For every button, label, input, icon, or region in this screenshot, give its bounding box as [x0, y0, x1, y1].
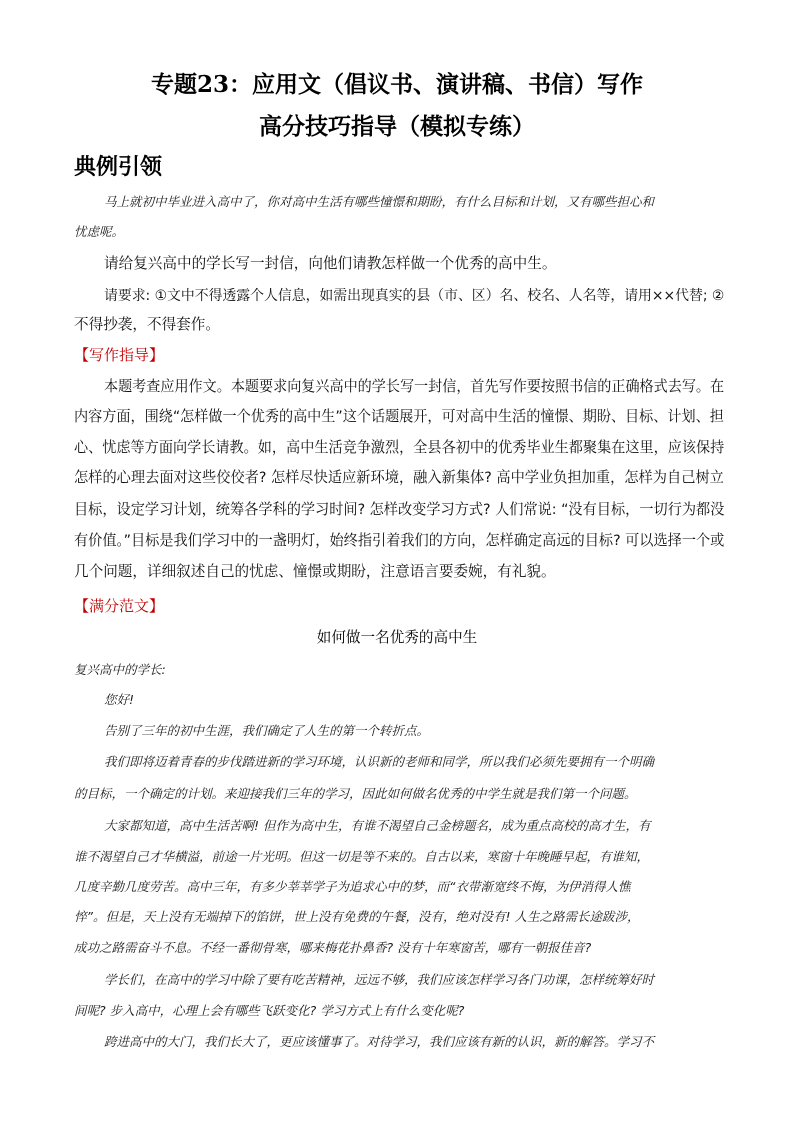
essay-line: 的目标，一个确定的计划。来迎接我们三年的学习，因此如何做名优秀的中学生就是我们第一个问题。: [74, 786, 637, 801]
guidance-line: 几个问题，详细叙述自己的忧虑、憧憬或期盼，注意语言要委婉，有礼貌。: [74, 563, 556, 580]
guidance-line: 目标，设定学习计划，统筹各学科的学习时间? 怎样改变学习方式? 人们常说: “没有目标，一切行为都没: [74, 501, 725, 518]
essay-title: 如何做一名优秀的高中生: [316, 629, 478, 646]
sample-label: 【满分范文】: [74, 597, 165, 615]
essay-line: 间呢? 步入高中，心理上会有哪些飞跃变化? 学习方式上有什么变化呢?: [74, 1003, 465, 1018]
guidance-line: 心、忧虑等方面向学长请教。如，高中生活竞争激烈，全县各初中的优秀毕业生都聚集在这里，应该保持: [74, 439, 725, 456]
document-title-line1: 专题23：应用文（倡议书、演讲稿、书信）写作: [150, 71, 643, 98]
guidance-line: 内容方面，围绕“怎样做一个优秀的高中生”这个话题展开，可对高中生活的憧憬、期盼、目标、计划、担: [74, 408, 724, 425]
essay-line: 大家都知道，高中生活苦啊! 但作为高中生，有谁不渴望自己金榜题名，成为重点高校的高才生，有: [104, 818, 651, 833]
requirement-line: 请要求: ①文中不得透露个人信息，如需出现真实的县（市、区）名、校名、人名等，请用××代替; ②: [104, 288, 725, 304]
prompt-line: 忧虑呢。: [74, 224, 125, 239]
requirement-line: 不得抄袭，不得套作。: [74, 316, 220, 333]
essay-line: 我们即将迈着青春的步伐踏进新的学习环境，认识新的老师和同学，所以我们必须先要拥有一个明确: [104, 754, 655, 769]
essay-line: 几度辛勤几度劳苦。高中三年，有多少莘莘学子为追求心中的梦，而“衣带渐宽终不悔，为伊消得人憔: [74, 879, 631, 894]
task-line: 请给复兴高中的学长写一封信，向他们请教怎样做一个优秀的高中生。: [104, 255, 557, 272]
essay-greeting: 您好!: [104, 692, 135, 707]
essay-line: 成功之路需奋斗不息。不经一番彻骨寒，哪来梅花扑鼻香? 没有十年寒窗苦，哪有一朝报佳音?: [74, 940, 592, 955]
section-heading: 典例引领: [74, 154, 163, 180]
essay-salutation: 复兴高中的学长:: [74, 662, 166, 677]
essay-line: 学长们，在高中的学习中除了要有吃苦精神，远远不够，我们应该怎样学习各门功课，怎样统筹好时: [104, 972, 655, 987]
guidance-line: 本题考查应用作文。本题要求向复兴高中的学长写一封信，首先写作要按照书信的正确格式去写。在: [104, 378, 725, 395]
prompt-line: 马上就初中毕业进入高中了，你对高中生活有哪些憧憬和期盼，有什么目标和计划，又有哪些担心和: [104, 194, 655, 209]
essay-line: 跨进高中的大门，我们长大了，更应该懂事了。对待学习，我们应该有新的认识，新的解答。学习不: [104, 1034, 655, 1049]
guidance-label: 【写作指导】: [74, 346, 165, 364]
essay-line: 悴”。但是，天上没有无端掉下的馅饼，世上没有免费的午餐，没有，绝对没有! 人生之路需长途跋涉，: [74, 909, 640, 924]
guidance-line: 有价值。”目标是我们学习中的一盏明灯，始终指引着我们的方向，怎样确定高远的目标? 可以选择一个或: [74, 532, 725, 549]
guidance-line: 怎样的心理去面对这些佼佼者? 怎样尽快适应新环境，融入新集体? 高中学业负担加重，怎样为自己树立: [74, 469, 724, 486]
document-title-line2: 高分技巧指导（模拟专练）: [259, 113, 535, 140]
essay-line: 谁不渴望自己才华横溢，前途一片光明。但这一切是等不来的。自古以来，寒窗十年晚睡早起，有谁知，: [74, 849, 650, 864]
essay-line: 告别了三年的初中生涯，我们确定了人生的第一个转折点。: [104, 723, 430, 738]
